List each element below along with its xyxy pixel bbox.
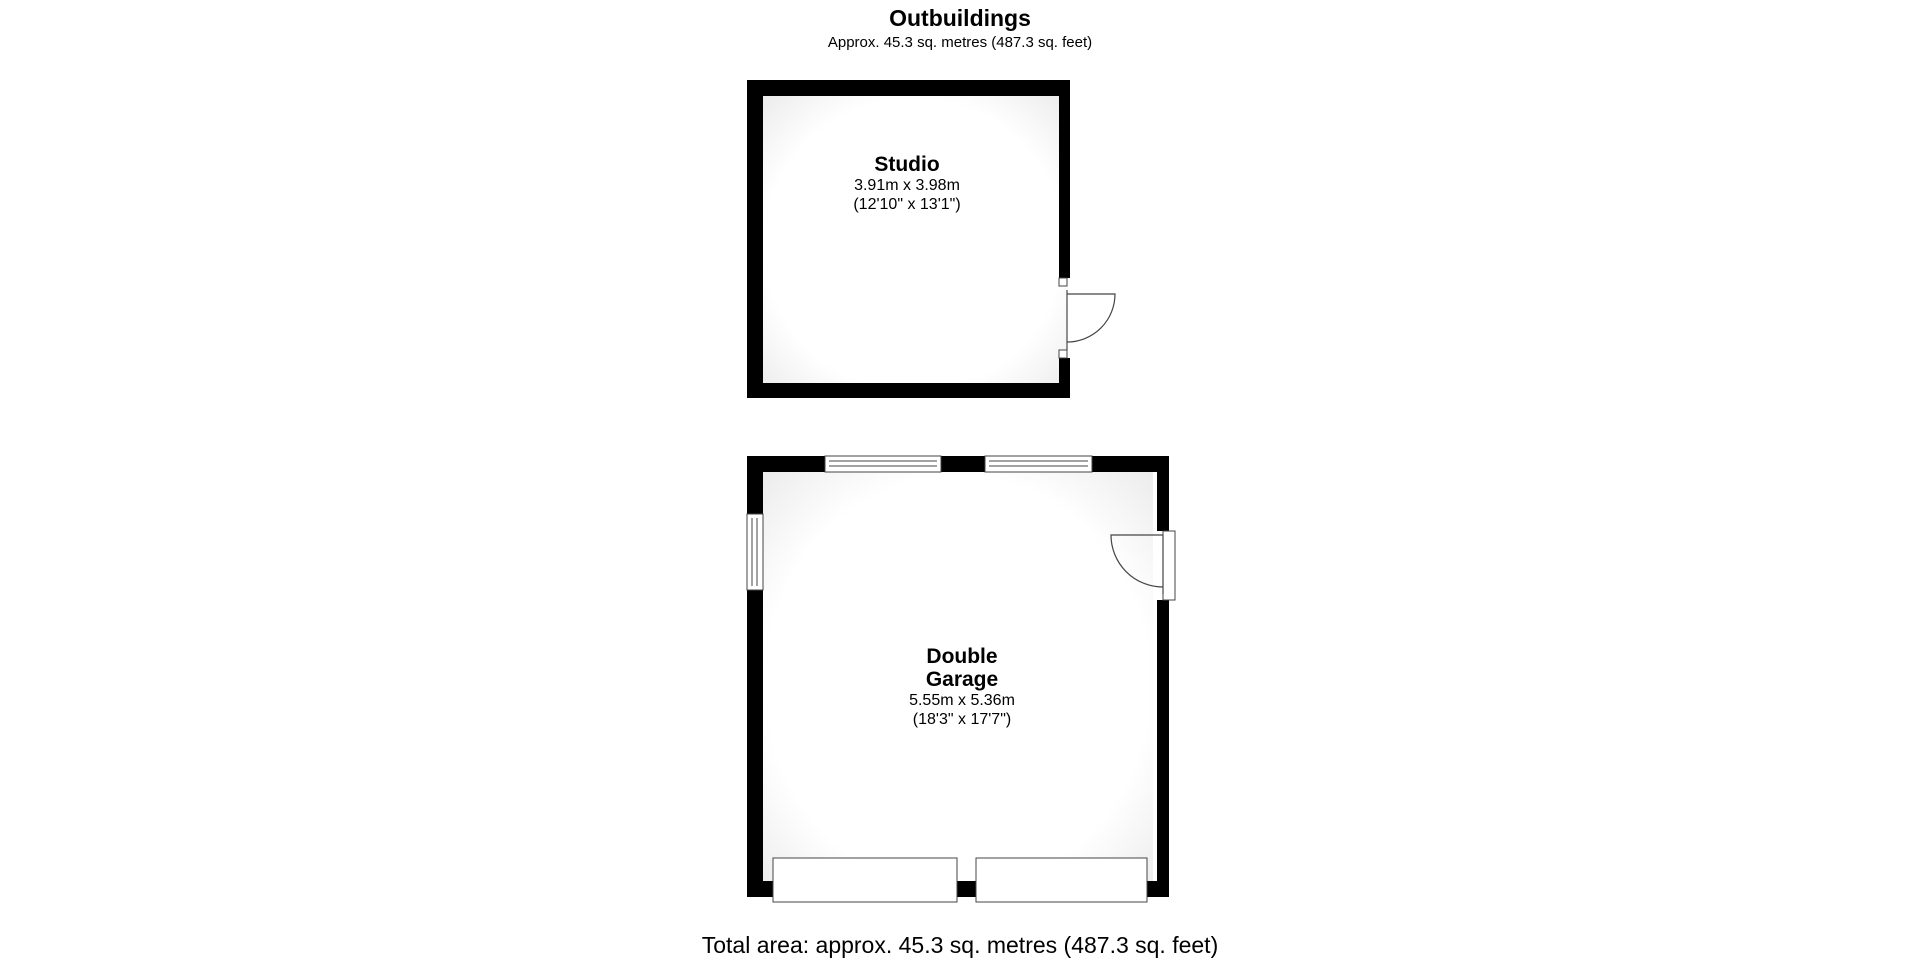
studio-wall-top	[747, 80, 1070, 96]
studio-wall-left	[747, 80, 763, 398]
garage-window-top-left	[825, 456, 941, 472]
garage-door-left	[773, 858, 957, 902]
garage-name-line1: Double	[926, 645, 998, 668]
studio-door-jamb-top	[1059, 278, 1067, 286]
garage-dimensions-metric: 5.55m x 5.36m	[909, 692, 1015, 709]
studio-dimensions-imperial: (12'10" x 13'1")	[853, 196, 961, 213]
studio-floor	[762, 96, 1066, 394]
garage-wall-right-upper	[1157, 456, 1169, 531]
garage-wall-bottom-left	[747, 881, 773, 897]
garage-wall-bottom-middle	[957, 881, 976, 897]
garage-wall-right-lower	[1157, 600, 1169, 897]
garage-window-left	[747, 514, 763, 590]
total-area: Total area: approx. 45.3 sq. metres (487.3 sq. feet)	[701, 932, 1219, 958]
garage-name-line2: Garage	[925, 668, 999, 691]
garage-door-right	[976, 858, 1147, 902]
studio-name: Studio	[874, 153, 940, 176]
studio-wall-right-upper	[1059, 80, 1070, 278]
studio-room	[747, 80, 1115, 398]
garage-wall-bottom-right	[1147, 881, 1169, 897]
studio-wall-right-lower	[1059, 358, 1070, 398]
studio-dimensions-metric: 3.91m x 3.98m	[854, 177, 960, 194]
studio-door	[1067, 290, 1115, 350]
garage-label	[842, 645, 1082, 729]
garage-wall-top-middle	[941, 456, 985, 472]
garage-window-top-right	[985, 456, 1092, 472]
plan-subtitle: Approx. 45.3 sq. metres (487.3 sq. feet)	[827, 34, 1093, 51]
plan-title: Outbuildings	[889, 5, 1031, 31]
garage-side-door-frame	[1163, 531, 1175, 600]
garage-wall-left-lower	[747, 590, 763, 897]
garage-wall-left-upper	[747, 456, 763, 514]
studio-door-jamb-bottom	[1059, 350, 1067, 358]
garage-dimensions-imperial: (18'3" x 17'7")	[912, 711, 1012, 728]
studio-wall-bottom	[747, 383, 1070, 398]
studio-label	[787, 153, 1027, 214]
